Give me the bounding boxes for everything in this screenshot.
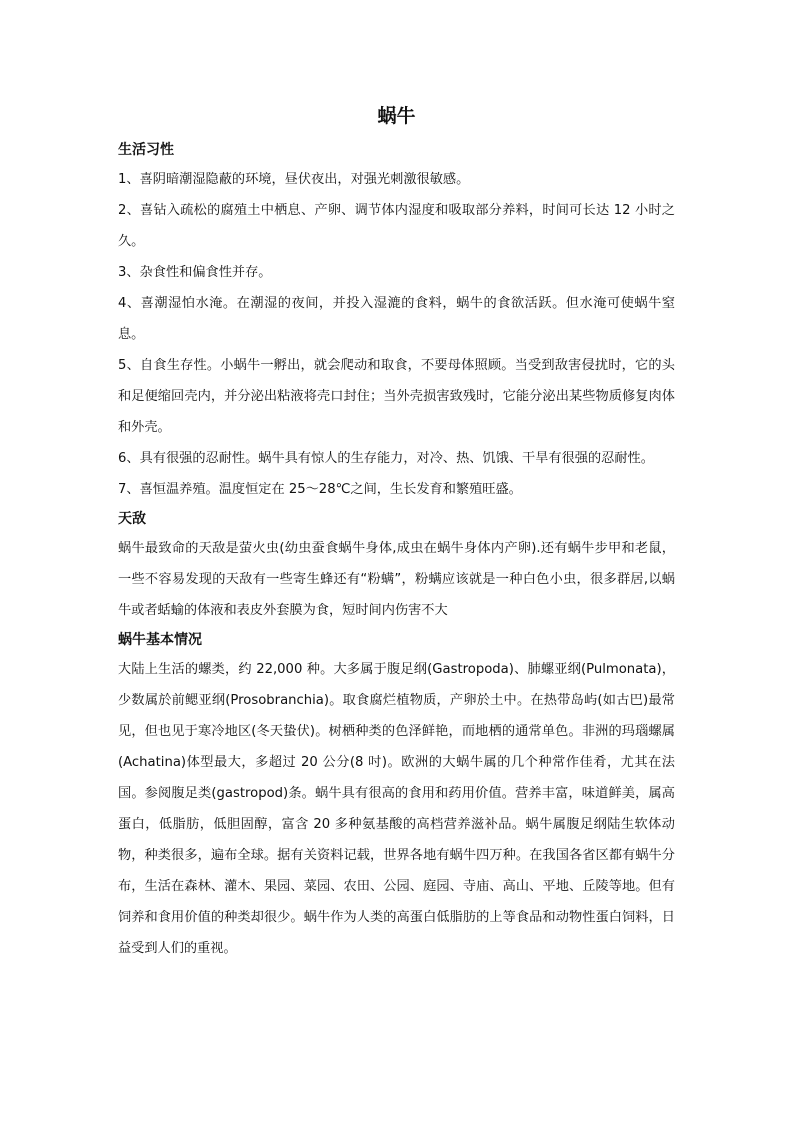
habit-paragraph-1: 1、喜阴暗潮湿隐蔽的环境，昼伏夜出，对强光刺激很敏感。: [118, 172, 470, 187]
document-page: [118, 96, 675, 964]
habit-paragraph-6: 6、具有很强的忍耐性。蜗牛具有惊人的生存能力，对冷、热、饥饿、干旱有很强的忍耐性。: [118, 451, 654, 466]
basic-info-paragraph: 大陆上生活的螺类，约 22,000 种。大多属于腹足纲(Gastropoda)、肺螺亚纲(Pulmonata)，少数属於前鳃亚纲(Prosobranchia)。取食腐烂植物质，产卵於土中。在热带岛屿(如古巴)最常见，但也见于寒冷地区(冬天蛰伏)。树栖种类的色泽鲜艳，而地栖的通常单色。非洲的玛瑙螺属(Achatina)体型最大，多超过 20 公分(8 吋)。欧洲的大蜗牛属的几个种常作佳肴，尤其在法国。参阅腹足类(gastropod)条。蜗牛具有很高的食用和药用价值。营养丰富，味道鲜美，属高蛋白，低脂肪，低胆固醇，富含 20 多种氨基酸的高档营养滋补品。蜗牛属腹足纲陆生软体动物，种类很多，遍布全球。据有关资料记载，世界各地有蜗牛四万种。在我国各省区都有蜗牛分布，生活在森林、灌木、果园、菜园、农田、公园、庭园、寺庙、高山、平地、丘陵等地。但有饲养和食用价值的种类却很少。蜗牛作为人类的高蛋白低脂肪的上等食品和动物性蛋白饲料，日益受到人们的重视。: [118, 662, 675, 956]
habit-paragraph-7: 7、喜恒温养殖。温度恒定在 25～28℃之间，生长发育和繁殖旺盛。: [118, 482, 522, 497]
section-basic-info: [118, 626, 675, 964]
section-heading-basic-info: 蜗牛基本情况: [118, 632, 202, 648]
section-heading-habits: 生活习性: [118, 142, 174, 158]
habit-paragraph-3: 3、杂食性和偏食性并存。: [118, 265, 272, 280]
habit-paragraph-5: 5、自食生存性。小蜗牛一孵出，就会爬动和取食，不要母体照顾。当受到敌害侵扰时，它的头和足便缩回壳内，并分泌出粘液将壳口封住；当外壳损害致残时，它能分泌出某些物质修复肉体和外壳。: [118, 358, 675, 435]
habit-paragraph-4: 4、喜潮湿怕水淹。在潮湿的夜间，并投入湿漉的食料，蜗牛的食欲活跃。但水淹可使蜗牛窒息。: [118, 296, 675, 342]
section-habits: [118, 136, 675, 505]
page-title: 蜗牛: [377, 105, 416, 127]
habit-paragraph-2: 2、喜钻入疏松的腐殖土中栖息、产卵、调节体内湿度和吸取部分养料，时间可长达 12 小时之久。: [118, 203, 675, 249]
enemies-paragraph: 蜗牛最致命的天敌是萤火虫(幼虫蚕食蜗牛身体,成虫在蜗牛身体内产卵).还有蜗牛步甲和老鼠，一些不容易发现的天敌有一些寄生蜂还有“粉螨”，粉螨应该就是一种白色小虫，很多群居,以蜗牛或者蛞蝓的体液和表皮外套膜为食，短时间内伤害不大: [118, 541, 675, 618]
section-enemies: [118, 505, 675, 626]
section-heading-enemies: 天敌: [118, 511, 146, 527]
